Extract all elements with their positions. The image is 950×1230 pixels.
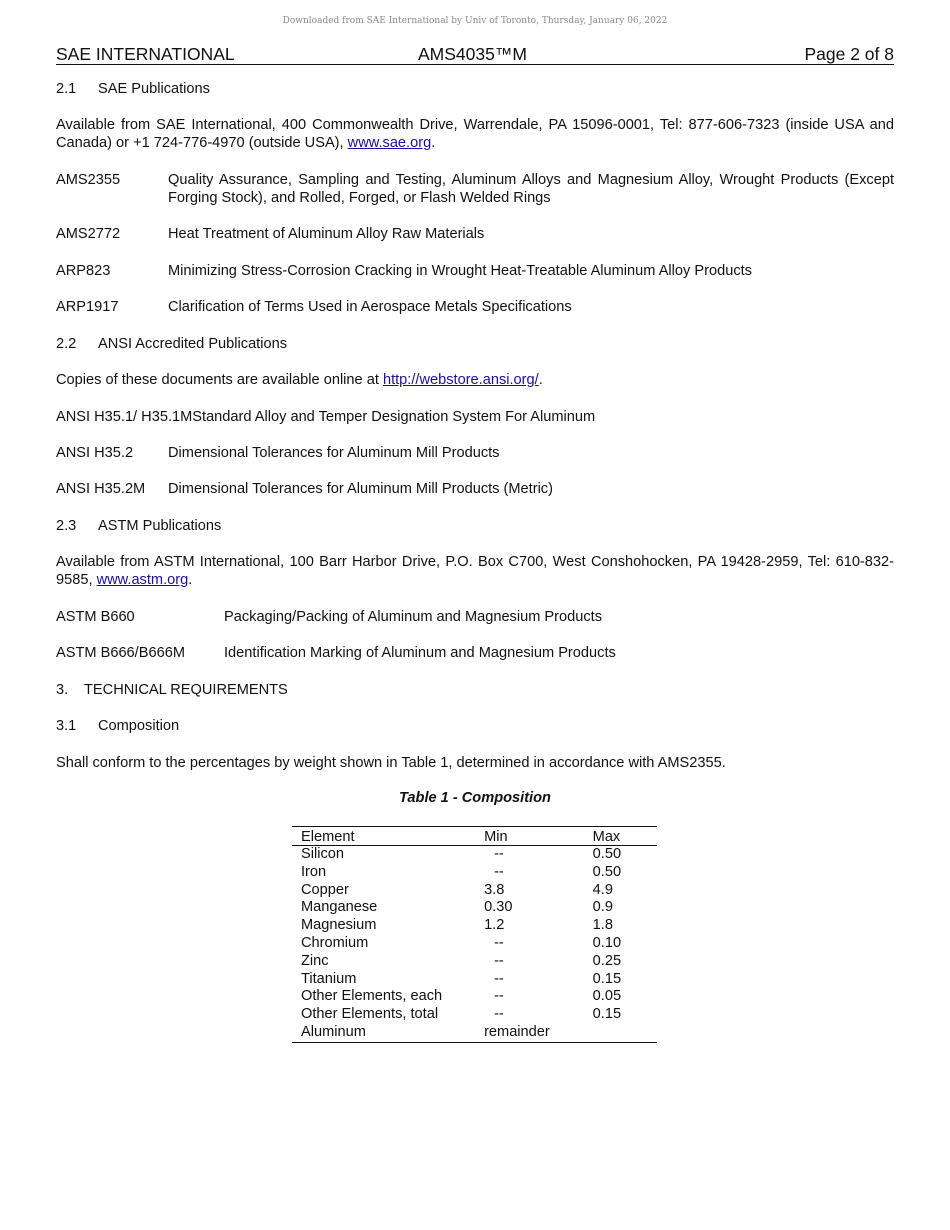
cell-element: Zinc [301, 952, 329, 969]
cell-min: -- [494, 863, 504, 880]
reference-title: Dimensional Tolerances for Aluminum Mill Products (Metric) [168, 481, 553, 497]
paragraph-end: . [431, 135, 436, 151]
cell-element: Other Elements, total [301, 1006, 439, 1023]
cell-max: 0.15 [592, 970, 622, 987]
cell-element: Silicon [301, 846, 344, 862]
cell-element: Iron [301, 863, 327, 880]
reference-title: Minimizing Stress-Corrosion Cracking in Wrought Heat-Treatable Aluminum Alloy Products [168, 263, 752, 279]
sae-availability-paragraph [56, 116, 894, 152]
reference-title: Packaging/Packing of Aluminum and Magnesium Products [224, 609, 603, 625]
cell-element: Magnesium [301, 917, 377, 934]
ansi-availability-paragraph [56, 371, 894, 389]
table-row [292, 953, 657, 971]
cell-element: Aluminum [292, 1024, 484, 1042]
ansi-webstore-link[interactable]: http://webstore.ansi.org/ [382, 372, 539, 388]
section-number: 3.1 [56, 718, 77, 734]
table-caption: Table 1 - Composition [399, 790, 551, 806]
paragraph-end: . [538, 372, 543, 388]
cell-max: 0.15 [592, 1006, 622, 1023]
table-row [292, 1006, 657, 1024]
table-row [292, 882, 657, 900]
section-number: 3. [56, 682, 69, 698]
table-row [292, 864, 657, 882]
paragraph-text: Available from ASTM International, 100 Barr Harbor Drive, P.O. Box C700, West Conshohocken, PA 19428-2959, Tel: 610-832-9585, [56, 554, 894, 588]
cell-min: -- [494, 934, 504, 951]
reference-title: Dimensional Tolerances for Aluminum Mill Products [168, 445, 500, 461]
section-2-1-heading [56, 80, 210, 98]
header-page-number: Page 2 of 8 [804, 44, 894, 64]
reference-title: Heat Treatment of Aluminum Alloy Raw Materials [168, 226, 485, 242]
section-title: SAE Publications [98, 81, 210, 97]
reference-code: AMS2772 [56, 226, 121, 242]
cell-min: -- [494, 952, 504, 969]
composition-table [292, 826, 657, 1043]
header-doc-id: AMS4035™M [418, 44, 527, 64]
reference-code: ANSI H35.1/ H35.1M [56, 409, 193, 425]
astm-website-link[interactable]: www.astm.org [96, 572, 189, 588]
cell-max: 0.9 [592, 899, 613, 916]
cell-min: 1.2 [484, 917, 505, 934]
cell-max: 4.9 [592, 881, 613, 898]
composition-paragraph: Shall conform to the percentages by weight shown in Table 1, determined in accordance with AMS2355. [56, 755, 726, 771]
cell-max: 1.8 [592, 917, 613, 934]
cell-max: 0.10 [592, 934, 622, 951]
reference-code: ASTM B666/B666M [56, 645, 185, 661]
astm-availability-paragraph [56, 553, 894, 589]
section-number: 2.1 [56, 81, 77, 97]
table-row [292, 971, 657, 989]
paragraph-text: Copies of these documents are available online at [56, 372, 383, 388]
table-row [292, 899, 657, 917]
reference-title: Quality Assurance, Sampling and Testing, Aluminum Alloys and Magnesium Alloy, Wrought Products (Except Forging Stock), and Rolled, Forged, or Flash Welded Rings [168, 172, 894, 206]
cell-element: Chromium [301, 934, 369, 951]
cell-min: remainder [484, 1024, 593, 1042]
section-number: 2.2 [56, 336, 77, 352]
reference-entry [56, 408, 894, 426]
column-header-max: Max [593, 827, 657, 846]
cell-min: 3.8 [484, 881, 505, 898]
reference-title: Standard Alloy and Temper Designation System For Aluminum [192, 409, 596, 425]
cell-min: -- [494, 846, 504, 862]
cell-min: -- [494, 988, 504, 1005]
cell-element: Manganese [301, 899, 378, 916]
reference-entry [56, 171, 894, 207]
cell-min: -- [494, 1006, 504, 1023]
reference-code: ANSI H35.2 [56, 445, 134, 461]
cell-element: Other Elements, each [301, 988, 443, 1005]
sae-website-link[interactable]: www.sae.org [347, 135, 432, 151]
cell-min: 0.30 [484, 899, 513, 916]
reference-code: ANSI H35.2M [56, 481, 146, 497]
table-row [292, 917, 657, 935]
section-2-2-heading [56, 335, 287, 353]
column-header-element: Element [292, 827, 484, 846]
paragraph-end: . [188, 572, 193, 588]
section-title: Composition [98, 718, 180, 734]
cell-min: -- [494, 970, 504, 987]
cell-max [593, 1024, 657, 1042]
column-header-min: Min [484, 827, 593, 846]
table-row [292, 1024, 657, 1042]
section-3-1-heading [56, 717, 179, 735]
reference-code: AMS2355 [56, 172, 121, 188]
cell-max: 0.50 [592, 846, 622, 862]
section-title: ASTM Publications [98, 518, 222, 534]
page-header [56, 44, 894, 65]
table-row [292, 935, 657, 953]
header-org: SAE INTERNATIONAL [56, 44, 235, 64]
paragraph-text: Available from SAE International, 400 Commonwealth Drive, Warrendale, PA 15096-0001, Tel: 877-606-7323 (inside USA and Canada) or +1 724-776-4970 (outside USA), [56, 117, 894, 151]
section-2-3-heading [56, 517, 221, 535]
cell-max: 0.25 [592, 952, 622, 969]
cell-max: 0.05 [592, 988, 622, 1005]
section-3-heading [56, 681, 288, 699]
reference-code: ARP1917 [56, 299, 119, 315]
reference-title: Clarification of Terms Used in Aerospace Metals Specifications [168, 299, 572, 315]
table-body [292, 846, 657, 1043]
section-title: TECHNICAL REQUIREMENTS [84, 682, 288, 698]
table-row [292, 988, 657, 1006]
download-watermark: Downloaded from SAE International by Univ of Toronto, Thursday, January 06, 2022 [282, 16, 668, 26]
cell-element: Copper [301, 881, 349, 898]
table-row [292, 846, 657, 864]
reference-title: Identification Marking of Aluminum and Magnesium Products [224, 645, 616, 661]
cell-element: Titanium [301, 970, 357, 987]
section-number: 2.3 [56, 518, 77, 534]
cell-max: 0.50 [592, 863, 622, 880]
section-title: ANSI Accredited Publications [98, 336, 288, 352]
table-header-row [292, 827, 657, 846]
reference-code: ARP823 [56, 263, 111, 279]
reference-code: ASTM B660 [56, 609, 135, 625]
